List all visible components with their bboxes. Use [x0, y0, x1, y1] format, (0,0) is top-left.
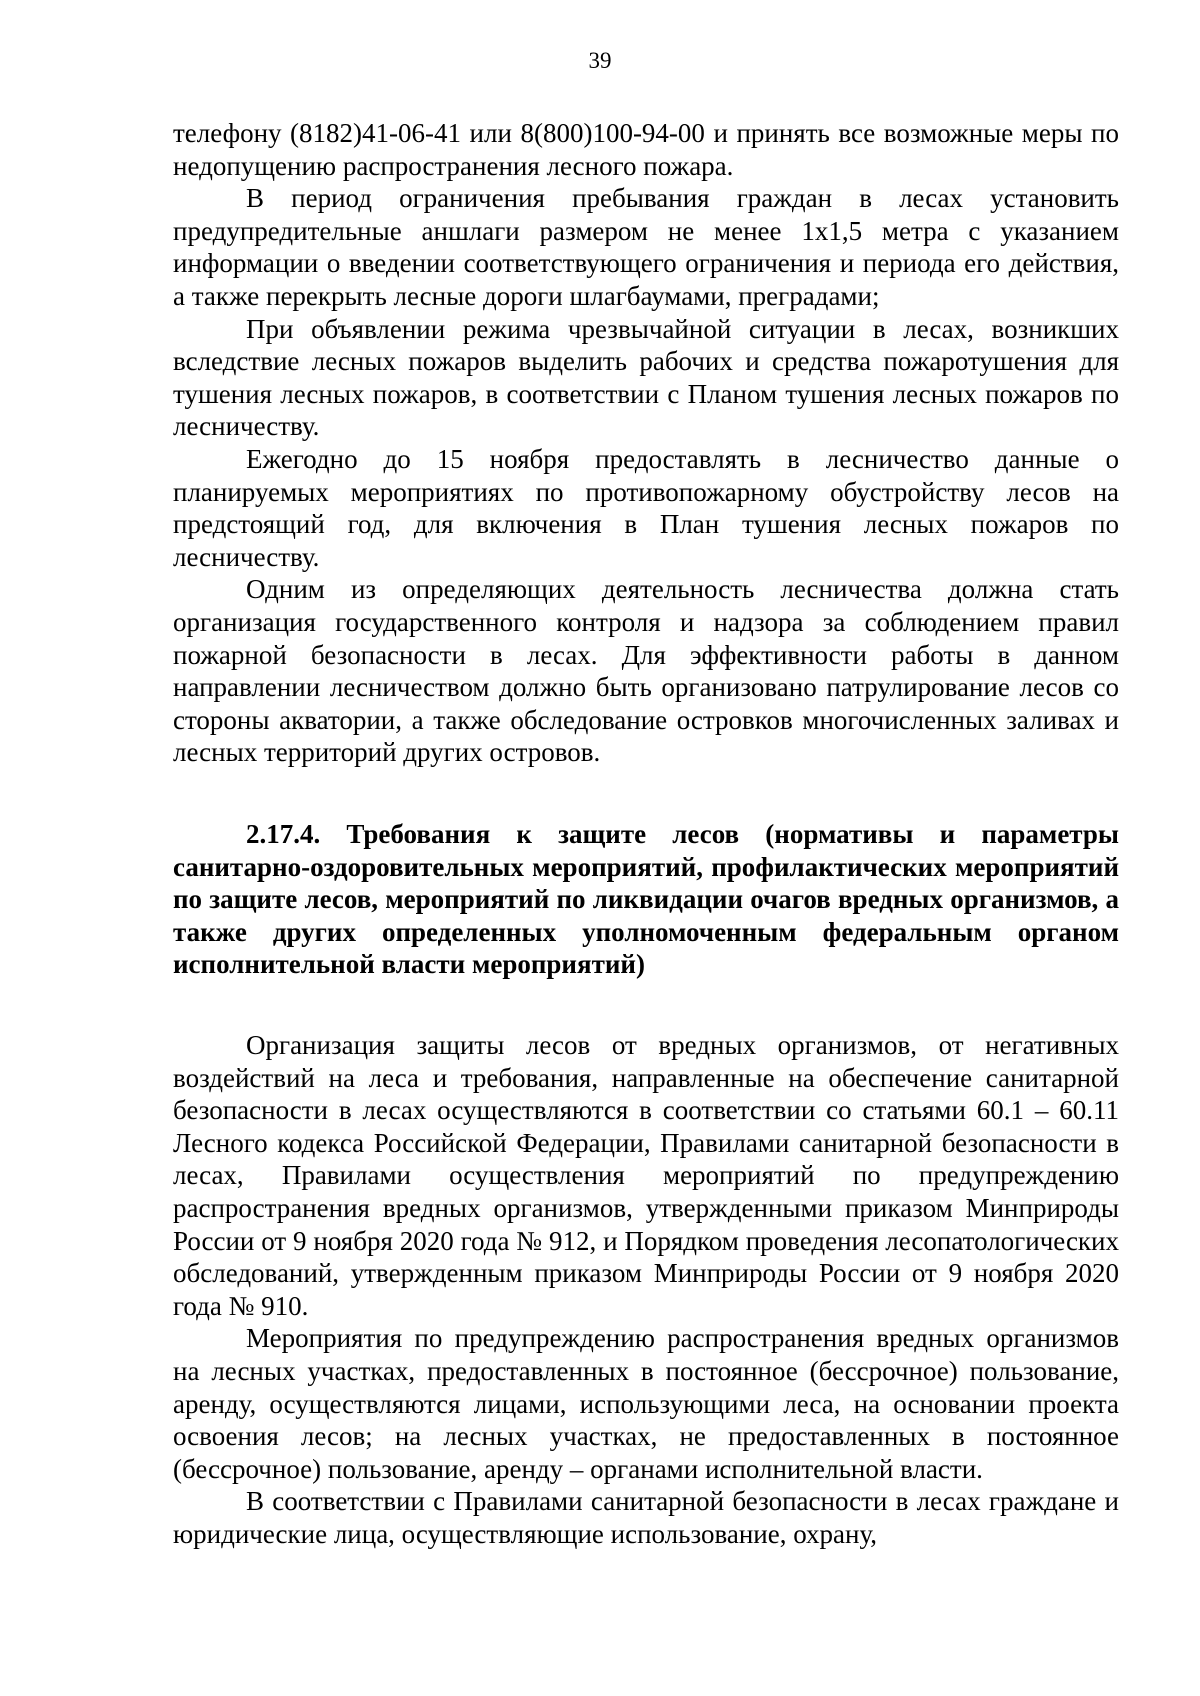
paragraph: Мероприятия по предупреждению распространения вредных организмов на лесных участках, предоставленных в постоянное (бессрочное) пользование, аренду, осуществляются лицами, использующими леса, на основании проекта освоения лесов; на лесных участках, не предоставленных в постоянное (бессрочное) пользование, аренду – органами исполнительной власти. — [173, 1323, 1119, 1484]
paragraph: При объявлении режима чрезвычайной ситуации в лесах, возникших вследствие лесных пожаров выделить рабочих и средства пожаротушения для тушения лесных пожаров, в соответствии с Планом тушения лесных пожаров по лесничеству. — [173, 313, 1119, 442]
paragraph: В период ограничения пребывания граждан в лесах установить предупредительные аншлаги размером не менее 1х1,5 метра с указанием информации о введении соответствующего ограничения и периода его действия, а также перекрыть лесные дороги шлагбаумами, преградами; — [173, 183, 1119, 311]
section-heading: 2.17.4. Требования к защите лесов (нормативы и параметры санитарно-оздоровительных мероприятий, профилактических мероприятий по защите лесов, мероприятий по ликвидации очагов вредных организмов, а также других определенных уполномоченным федеральным органом исполнительной власти мероприятий) — [173, 819, 1119, 980]
paragraph-continuation: телефону (8182)41-06-41 или 8(800)100-94-00 и принять все возможные меры по недопущению распространения лесного пожара. — [173, 118, 1119, 181]
paragraph: Ежегодно до 15 ноября предоставлять в лесничество данные о планируемых мероприятиях по противопожарному обустройству лесов на предстоящий год, для включения в План тушения лесных пожаров по лесничеству. — [173, 443, 1119, 572]
body-text-bottom — [173, 1029, 1119, 1551]
paragraph-continues: В соответствии с Правилами санитарной безопасности в лесах граждане и юридические лица, осуществляющие использование, охрану, — [173, 1486, 1119, 1549]
body-text-top — [173, 117, 1119, 769]
page-number: 39 — [588, 48, 612, 73]
paragraph: Организация защиты лесов от вредных организмов, от негативных воздействий на леса и требования, направленные на обеспечение санитарной безопасности в лесах осуществляются в соответствии со статьями 60.1 – 60.11 Лесного кодекса Российской Федерации, Правилами санитарной безопасности в лесах, Правилами осуществления мероприятий по предупреждению распространения вредных организмов, утвержденными приказом Минприроды России от 9 ноября 2020 года № 912, и Порядком проведения лесопатологических обследований, утвержденным приказом Минприроды России от 9 ноября 2020 года № 910. — [173, 1030, 1119, 1321]
paragraph: Одним из определяющих деятельность лесничества должна стать организация государственного контроля и надзора за соблюдением правил пожарной безопасности в лесах. Для эффективности работы в данном направлении лесничеством должно быть организовано патрулирование лесов со стороны акватории, а также обследование островков многочисленных заливах и лесных территорий других островов. — [173, 574, 1119, 768]
